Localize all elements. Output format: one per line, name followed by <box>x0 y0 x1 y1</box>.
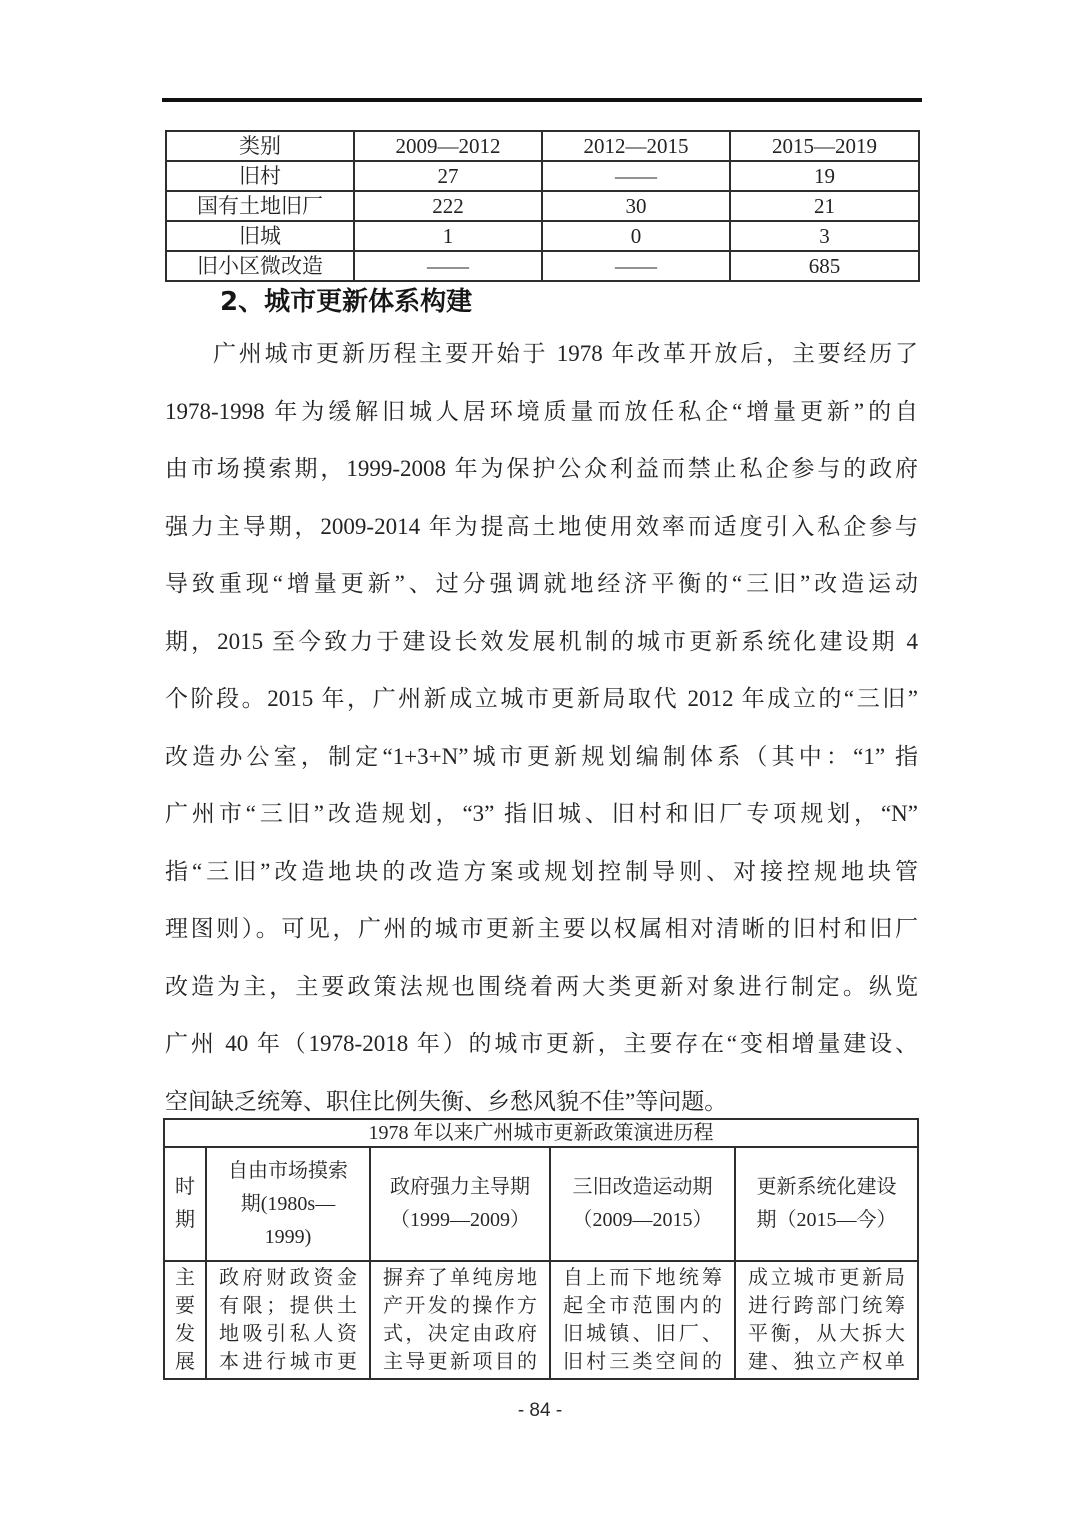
column-header: 类别 <box>166 131 354 161</box>
paragraph-line: 导致重现“增量更新”、过分强调就地经济平衡的“三旧”改造运动 <box>165 571 918 596</box>
paragraph-line: 理图则）。可见，广州的城市更新主要以权属相对清晰的旧村和旧厂 <box>165 916 918 941</box>
policy-evolution-table <box>163 1118 919 1380</box>
cell-value: —— <box>354 251 542 281</box>
period-header-row <box>164 1147 918 1261</box>
paragraph-line: 广州城市更新历程主要开始于 1978 年改革开放后，主要经历了 <box>213 341 918 366</box>
column-header: 2009—2012 <box>354 131 542 161</box>
cell-value: 685 <box>730 251 919 281</box>
table-row <box>166 251 919 281</box>
paragraph-line: 强力主导期，2009-2014 年为提高土地使用效率而适度引入私企参与 <box>165 513 918 539</box>
paragraph-line: 空间缺乏统筹、职住比例失衡、乡愁风貌不佳”等问题。 <box>165 1088 728 1114</box>
column-header: 2012—2015 <box>542 131 730 161</box>
section-heading: 2、城市更新体系构建 <box>220 287 473 317</box>
paragraph-line: 改造办公室，制定“1+3+N”城市更新规划编制体系（其中：“1” 指 <box>165 743 918 769</box>
period-header: 三旧改造运动期（2009—2015） <box>550 1147 735 1261</box>
paragraph-line: 广州 40 年（1978-2018 年）的城市更新，主要存在“变相增量建设、 <box>165 1031 918 1056</box>
row-category: 旧城 <box>166 221 354 251</box>
cell-value: —— <box>542 251 730 281</box>
development-cell: 政府财政资金有限；提供土地吸引私人资本进行城市更 <box>206 1261 370 1379</box>
paragraph-line: 1978-1998 年为缓解旧城人居环境质量而放任私企“增量更新”的自 <box>165 398 918 424</box>
paragraph-line: 广州市“三旧”改造规划，“3” 指旧城、旧村和旧厂专项规划，“N” <box>165 801 918 826</box>
cell-value: 222 <box>354 191 542 221</box>
paragraph-line: 指“三旧”改造地块的改造方案或规划控制导则、对接控规地块管 <box>165 858 918 884</box>
cell-value: 19 <box>730 161 919 191</box>
paragraph-line: 由市场摸索期，1999-2008 年为保护公众利益而禁止私企参与的政府 <box>165 456 918 481</box>
column-header: 2015—2019 <box>730 131 919 161</box>
period-header: 政府强力主导期（1999—2009） <box>370 1147 550 1261</box>
cell-value: 3 <box>730 221 919 251</box>
row-category: 旧村 <box>166 161 354 191</box>
development-cell: 自上而下地统筹起全市范围内的旧城镇、旧厂、旧村三类空间的 <box>550 1261 735 1379</box>
paragraph-line: 期，2015 至今致力于建设长效发展机制的城市更新系统化建设期 4 <box>165 628 918 654</box>
table-row <box>166 161 919 191</box>
paragraph-line: 改造为主，主要政策法规也围绕着两大类更新对象进行制定。纵览 <box>165 973 918 999</box>
table-row <box>166 221 919 251</box>
period-header: 自由市场摸索期(1980s—1999) <box>206 1147 370 1261</box>
header-rule <box>162 98 922 102</box>
row-label-development: 主要发展 <box>164 1261 206 1379</box>
renovation-count-table <box>165 130 920 282</box>
cell-value: 21 <box>730 191 919 221</box>
row-label-period: 时期 <box>164 1147 206 1261</box>
development-row <box>164 1261 918 1379</box>
period-header: 更新系统化建设期（2015—今） <box>735 1147 918 1261</box>
cell-value: 1 <box>354 221 542 251</box>
body-paragraph <box>165 325 918 1130</box>
table-row <box>166 191 919 221</box>
row-category: 国有土地旧厂 <box>166 191 354 221</box>
paragraph-line: 个阶段。2015 年，广州新成立城市更新局取代 2012 年成立的“三旧” <box>165 686 918 711</box>
table-title-row <box>164 1119 918 1147</box>
cell-value: 27 <box>354 161 542 191</box>
cell-value: —— <box>542 161 730 191</box>
cell-value: 0 <box>542 221 730 251</box>
row-category: 旧小区微改造 <box>166 251 354 281</box>
development-cell: 摒弃了单纯房地产开发的操作方式，决定由政府主导更新项目的 <box>370 1261 550 1379</box>
cell-value: 30 <box>542 191 730 221</box>
table-header-row <box>166 131 919 161</box>
table-title: 1978 年以来广州城市更新政策演进历程 <box>164 1119 918 1147</box>
page-number: - 84 - <box>517 1400 563 1421</box>
development-cell: 成立城市更新局进行跨部门统筹平衡，从大拆大建、独立产权单 <box>735 1261 918 1379</box>
